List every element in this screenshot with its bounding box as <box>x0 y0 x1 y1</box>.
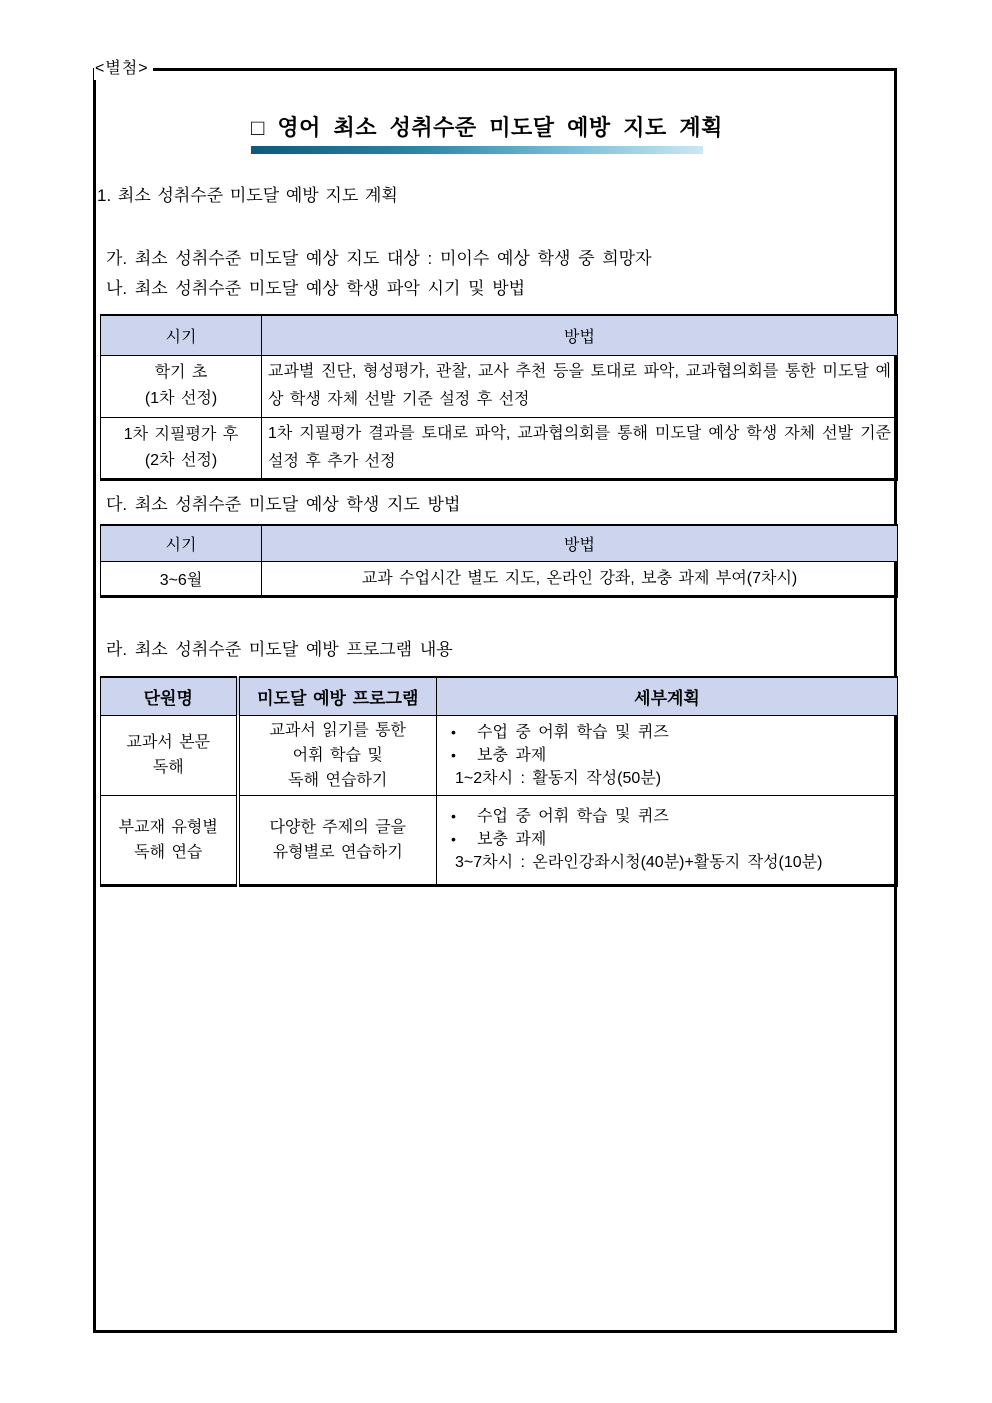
t1-col-header-method: 방법 <box>262 315 898 355</box>
guidance-method-table <box>100 524 898 599</box>
title-underline-bar <box>251 146 703 154</box>
table-row <box>101 715 898 795</box>
cell-line: 독해 연습하기 <box>288 771 388 789</box>
t3-r2-unit-cell <box>101 795 238 885</box>
table-row <box>101 355 898 417</box>
detail-line: 1~2차시 : 활동지 작성(50분) <box>455 769 662 787</box>
detail-line <box>443 744 891 767</box>
content-frame <box>93 60 897 1333</box>
cell-line: 교과서 본문 <box>126 734 211 751</box>
cell-line: 유형별로 연습하기 <box>272 843 403 861</box>
document-title: □ 영어 최소 성취수준 미도달 예방 지도 계획 <box>251 115 723 140</box>
t3-r2-plan-cell <box>437 795 898 885</box>
section-1-heading: 1. 최소 성취수준 미도달 예방 지도 계획 <box>97 186 398 205</box>
bullet-icon: • <box>451 723 456 740</box>
cell-line: (2차 선정) <box>144 451 218 469</box>
attachment-label: <별첨> <box>94 58 153 80</box>
cell-line: 1차 지필평가 후 <box>123 425 239 443</box>
detail-text: 수업 중 어휘 학습 및 퀴즈 <box>477 808 669 825</box>
subsection-ra-heading: 라. 최소 성취수준 미도달 예방 프로그램 내용 <box>106 640 453 659</box>
table-row <box>101 795 898 885</box>
t3-r1-unit-cell <box>101 715 238 795</box>
cell-line: 독해 <box>152 759 184 776</box>
table-header-row <box>101 525 898 562</box>
detail-line <box>443 721 891 744</box>
detail-text: 수업 중 어휘 학습 및 퀴즈 <box>477 723 669 741</box>
identification-timing-table <box>100 314 898 481</box>
t2-col-header-timing: 시기 <box>101 525 262 562</box>
t1-r2-method-cell: 1차 지필평가 결과를 토대로 파악, 교과협의회를 통해 미도달 예상 학생 자체 선발 기준 설정 후 추가 선정 <box>262 417 898 479</box>
detail-text: 보충 과제 <box>477 746 547 764</box>
cell-line: 독해 연습 <box>134 843 203 861</box>
cell-line: 부교재 유형별 <box>118 818 218 836</box>
cell-line: 어휘 학습 및 <box>292 746 383 764</box>
t3-col-header-plan: 세부계획 <box>437 677 898 715</box>
t1-r2-timing-cell <box>101 417 262 479</box>
prevention-program-table <box>100 676 898 887</box>
t2-r1-timing-cell: 3~6월 <box>101 562 262 597</box>
subsection-na-heading: 나. 최소 성취수준 미도달 예상 학생 파악 시기 및 방법 <box>106 279 526 298</box>
t1-r1-method-cell: 교과별 진단, 형성평가, 관찰, 교사 추천 등을 토대로 파악, 교과협의회를 통한 미도달 예상 학생 자체 선발 기준 설정 후 선정 <box>262 355 898 417</box>
t2-r1-method-cell: 교과 수업시간 별도 지도, 온라인 강좌, 보충 과제 부여(7차시) <box>262 562 898 597</box>
cell-line: 교과서 읽기를 통한 <box>269 721 407 739</box>
subsection-da-heading: 다. 최소 성취수준 미도달 예상 학생 지도 방법 <box>106 494 461 514</box>
t1-col-header-timing: 시기 <box>101 315 262 355</box>
title-block <box>251 113 723 154</box>
bullet-icon: • <box>451 808 456 824</box>
t3-col-header-unit: 단원명 <box>101 677 238 715</box>
detail-line <box>443 828 891 851</box>
table-header-row <box>101 677 898 715</box>
cell-line: (1차 선정) <box>144 390 218 407</box>
detail-line <box>443 805 891 828</box>
subsection-ga-heading: 가. 최소 성취수준 미도달 예상 지도 대상 : 미이수 예상 학생 중 희망자 <box>106 249 652 268</box>
table-row <box>101 417 898 479</box>
table-header-row <box>101 315 898 355</box>
detail-line: 3~7차시 : 온라인강좌시청(40분)+활동지 작성(10분) <box>455 854 823 871</box>
table-row <box>101 562 898 597</box>
bullet-icon: • <box>451 831 456 847</box>
t3-r1-program-cell <box>238 715 437 795</box>
t3-col-header-program: 미도달 예방 프로그램 <box>238 677 437 715</box>
bullet-icon: • <box>451 746 456 763</box>
detail-text: 보충 과제 <box>477 831 547 848</box>
t2-col-header-method: 방법 <box>262 525 898 562</box>
t3-r2-program-cell <box>238 795 437 885</box>
cell-line: 학기 초 <box>154 364 208 381</box>
t1-r1-timing-cell <box>101 355 262 417</box>
t3-r1-plan-cell <box>437 715 898 795</box>
cell-line: 다양한 주제의 글을 <box>269 818 407 836</box>
